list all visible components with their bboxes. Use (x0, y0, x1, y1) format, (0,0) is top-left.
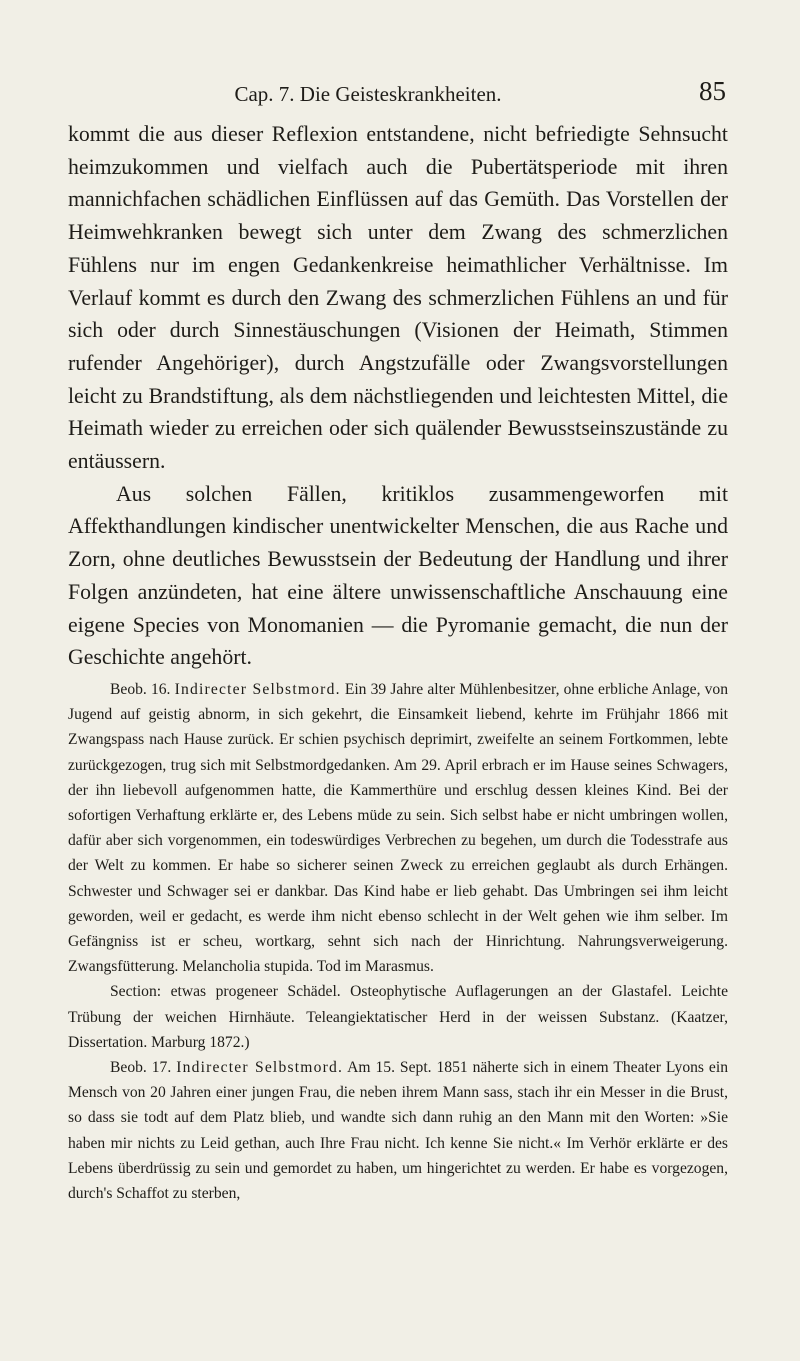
observation-17-title: Indirecter Selbstmord. (176, 1059, 344, 1076)
body-text (68, 118, 728, 1206)
paragraph-pyromanie: Aus solchen Fällen, kritiklos zusammengeworfen mit Affekthandlungen kindischer unentwickelter Menschen, die aus Rache und Zorn, ohne deutliches Bewusstsein der Bedeutung der Handlung und ihrer Folgen anzündeten, hat eine ältere unwissenschaftliche Anschauung eine eigene Species von Monomanien — die Pyromanie gemacht, die nun der Geschichte angehört. (68, 481, 728, 670)
observation-16-section: Section: etwas progeneer Schädel. Osteophytische Auflagerungen an der Glastafel. Leichte Trübung der weichen Hirnhäute. Teleangiektatischer Herd in der weissen Substanz. (Kaatzer, Dissertation. Marburg 1872.) (68, 983, 728, 1051)
observation-17 (68, 1055, 728, 1206)
observation-17-text: Am 15. Sept. 1851 näherte sich in einem Theater Lyons ein Mensch von 20 Jahren einer jungen Frau, die neben ihrem Mann sass, stach ihr ein Messer in die Brust, so dass sie todt auf dem Platz blieb, und wandte sich dann ruhig an den Mann mit den Worten: »Sie haben mir nichts zu Leid gethan, auch Ihre Frau nicht. Ich kenne Sie nicht.« Im Verhör erklärte er des Lebens überdrüssig zu sein und gemordet zu haben, um hingerichtet zu werden. Er habe es vorgezogen, durch's Schaffot zu sterben, (68, 1059, 728, 1203)
observation-16-label: Beob. 16. (110, 680, 171, 698)
chapter-title: Cap. 7. Die Geisteskrankheiten. (234, 82, 502, 106)
observation-16-text: Ein 39 Jahre alter Mühlenbesitzer, ohne erbliche Anlage, von Jugend auf geistig abnorm, in sich gekehrt, die Einsamkeit liebend, kehrte im Frühjahr 1866 mit Zwangspass nach Hause zurück. Er schien psychisch deprimirt, zweifelte an seinem Fortkommen, lebte zurückgezogen, trug sich mit Selbstmordgedanken. Am 29. April erbrach er im Hause seines Schwagers, der ihn liebevoll aufgenommen hatte, die Kammerthüre und erschlug dessen kleines Kind. Bei der sofortigen Verhaftung erklärte er, des Lebens müde zu sein. Sich selbst habe er nicht umbringen wollen, dafür aber sich vorgenommen, ein todeswürdiges Verbrechen zu begehen, um durch die Todesstrafe aus der Welt zu kommen. Er habe so sicherer seinen Zweck zu erreichen geglaubt als durch Erhängen. Schwester und Schwager sei er dankbar. Das Kind habe er lieb gehabt. Das Umbringen sei ihm leicht geworden, weil er gedacht, es werde ihm nicht ebenso schlecht in der Welt gehen wie ihm selber. Im Gefängniss ist er scheu, wortkarg, sehnt sich nach der Hinrichtung. Nahrungsverweigerung. Zwangsfütterung. Melancholia stupida. Tod im Marasmus. (68, 680, 728, 976)
observation-16-title: Indirecter Selbstmord. (174, 680, 341, 698)
observation-17-label: Beob. 17. (110, 1059, 172, 1076)
observation-16 (68, 677, 728, 979)
page-number: 85 (699, 76, 726, 106)
running-head (68, 78, 728, 106)
paragraph-heimweh: kommt die aus dieser Reflexion entstandene, nicht befriedigte Sehnsucht heimzukommen und vielfach auch die Pubertätsperiode mit ihren mannichfachen schädlichen Einflüssen auf das Gemüth. Das Vorstellen der Heimwehkranken bewegt sich unter dem Zwang des schmerzlichen Fühlens nur im engen Gedankenkreise heimathlicher Verhältnisse. Im Verlauf kommt es durch den Zwang des schmerzlichen Fühlens an und für sich oder durch Sinnestäuschungen (Visionen der Heimath, Stimmen rufender Angehöriger), durch Angstzufälle oder Zwangsvorstellungen leicht zu Brandstiftung, als dem nächstliegenden und leichtesten Mittel, die Heimath wieder zu erreichen oder sich quälender Bewusstseinszustände zu entäussern. (68, 122, 728, 474)
